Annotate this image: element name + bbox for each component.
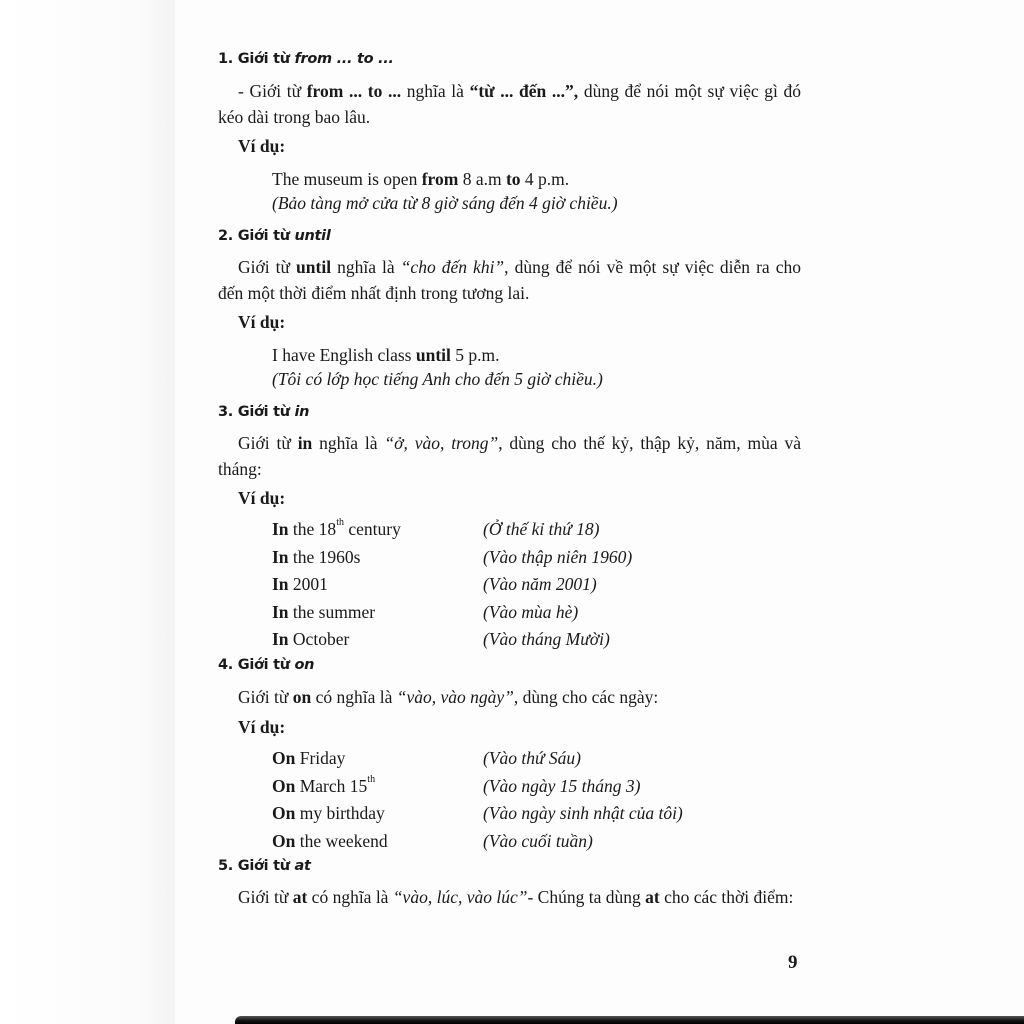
text: 2001 (288, 574, 328, 594)
heading-keyword: until (294, 228, 331, 244)
text: cho các thời điểm: (659, 887, 794, 907)
heading-number: 5. Giới từ (218, 858, 295, 874)
text: the 18 (288, 519, 337, 539)
text: my birthday (295, 803, 385, 823)
meaning: “ở, vào, trong” (384, 433, 499, 453)
example-phrase (272, 547, 361, 568)
text: 8 a.m (458, 169, 506, 189)
heading-number: 2. Giới từ (218, 228, 295, 244)
keyword: On (272, 775, 296, 796)
text: Giới từ (238, 687, 293, 707)
section-heading-in (218, 404, 309, 420)
text: the summer (288, 601, 376, 622)
example-translation: (Bảo tàng mở cửa từ 8 giờ sáng đến 4 giờ chiều.) (272, 193, 618, 213)
section-paragraph (218, 431, 801, 482)
meaning: “vào, vào ngày” (396, 687, 514, 707)
example-translation: (Vào thập niên 1960) (483, 546, 633, 567)
example-phrase (272, 803, 385, 824)
section-paragraph (218, 885, 801, 911)
section-heading-on (218, 657, 314, 673)
example-translation: (Vào thứ Sáu) (483, 748, 582, 768)
section-paragraph (218, 255, 801, 306)
text: The museum is open (272, 169, 422, 189)
heading-number: 3. Giới từ (218, 404, 295, 420)
example-block (272, 167, 618, 215)
heading-number: 1. Giới từ (218, 51, 295, 67)
example-block (272, 343, 603, 391)
heading-keyword: in (294, 404, 310, 420)
text: dùng để nói một sự việc gì đó kéo dài trong bao lâu. (218, 81, 802, 127)
example-phrase (272, 629, 349, 650)
keyword: from ... to ... (306, 81, 402, 101)
meaning: “cho đến khi” (400, 257, 505, 277)
heading-keyword: from ... to ... (294, 51, 394, 67)
keyword: in (297, 433, 313, 453)
keyword: on (292, 687, 312, 707)
section-heading-at (218, 858, 311, 874)
keyword: at (645, 887, 660, 907)
text: có nghĩa là (311, 687, 397, 707)
text: Giới từ (238, 257, 297, 277)
text: có nghĩa là (307, 887, 393, 907)
ordinal-suffix: th (367, 773, 376, 785)
text: March 15 (295, 775, 368, 796)
text: - Giới từ (238, 81, 307, 101)
section-heading-until (218, 228, 331, 244)
text: Friday (295, 748, 346, 768)
heading-number: 4. Giới từ (218, 657, 295, 673)
meaning: “từ ... đến ...”, (469, 81, 579, 101)
example-translation: (Vào tháng Mười) (483, 629, 610, 649)
example-translation: (Vào ngày sinh nhật của tôi) (483, 803, 683, 823)
example-label: Ví dụ: (238, 136, 286, 156)
text: , dùng để nói về một sự việc diễn ra cho đến một thời điểm nhất định trong tương lai. (218, 257, 801, 303)
text: 5 p.m. (450, 345, 500, 365)
ordinal-suffix: th (336, 517, 344, 528)
text: century (343, 519, 401, 539)
example-translation: (Vào ngày 15 tháng 3) (483, 775, 641, 796)
keyword: In (272, 519, 289, 539)
text: nghĩa là (401, 81, 470, 101)
keyword: On (272, 803, 296, 823)
text: the weekend (295, 830, 388, 851)
example-phrase (272, 773, 376, 797)
text: , dùng cho thế kỷ, thập kỷ, năm, mùa và tháng: (218, 433, 801, 479)
text: Giới từ (238, 433, 298, 453)
text: 4 p.m. (520, 169, 570, 189)
keyword: In (272, 629, 289, 649)
section-heading-from-to (218, 51, 394, 67)
text: - Chúng ta dùng (527, 887, 646, 907)
text: the 1960s (288, 546, 361, 567)
heading-keyword: at (294, 858, 311, 874)
example-label: Ví dụ: (238, 312, 286, 332)
text: Giới từ (238, 887, 293, 907)
keyword: until (296, 257, 332, 277)
example-phrase (272, 831, 388, 852)
text: nghĩa là (312, 433, 385, 453)
example-label: Ví dụ: (238, 488, 286, 508)
keyword: to (505, 169, 521, 189)
example-translation: (Vào năm 2001) (483, 574, 597, 594)
keyword: In (272, 601, 289, 622)
section-paragraph (218, 79, 801, 130)
example-translation: (Ở thế kỉ thứ 18) (483, 519, 600, 539)
keyword: In (272, 546, 289, 567)
example-sentence (272, 167, 618, 191)
keyword: On (272, 830, 296, 851)
keyword: On (272, 748, 296, 768)
text: October (288, 629, 350, 649)
example-phrase (272, 574, 328, 595)
page-number: 9 (788, 952, 798, 973)
text: , dùng cho các ngày: (513, 687, 659, 707)
keyword: until (415, 345, 451, 365)
section-paragraph (218, 685, 801, 711)
meaning: “vào, lúc, vào lúc” (392, 887, 528, 907)
text: I have English class (272, 345, 416, 365)
keyword: from (421, 169, 459, 189)
example-label: Ví dụ: (238, 717, 286, 737)
example-phrase (272, 748, 345, 769)
example-translation: (Tôi có lớp học tiếng Anh cho đến 5 giờ chiều.) (272, 369, 603, 389)
example-translation: (Vào cuối tuần) (483, 830, 593, 851)
page-bottom-edge (235, 1016, 1024, 1024)
page-edge-shadow (0, 0, 175, 1024)
example-translation: (Vào mùa hè) (483, 601, 579, 622)
text: nghĩa là (331, 257, 401, 277)
keyword: at (292, 887, 308, 907)
heading-keyword: on (294, 657, 315, 673)
example-phrase (272, 602, 375, 623)
example-phrase (272, 519, 401, 540)
keyword: In (272, 574, 289, 594)
example-sentence (272, 343, 603, 367)
